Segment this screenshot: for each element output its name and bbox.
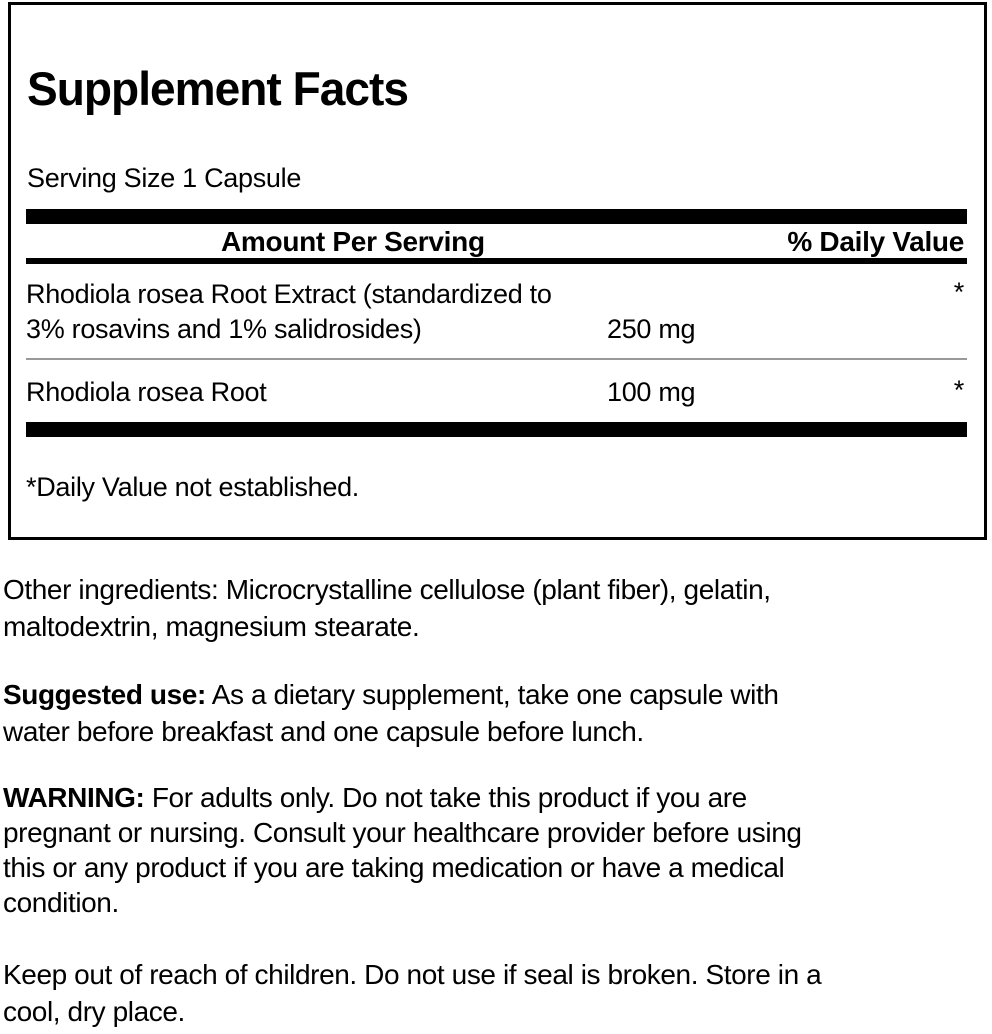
ingredient-amount: 250 mg (607, 314, 696, 344)
other-ingredients-section (3, 571, 989, 645)
storage-section (3, 956, 989, 1030)
suggested-use-text: As a dietary supplement, take one capsule with (211, 679, 779, 710)
ingredient-daily-value: * (953, 277, 964, 307)
ingredient-name-line1: Rhodiola rosea Root (26, 377, 267, 407)
warning-line (3, 780, 989, 815)
warning-text: For adults only. Do not take this product if you are (151, 782, 747, 813)
row-divider (26, 358, 967, 360)
panel-title: Supplement Facts (27, 62, 409, 115)
column-header-daily-value: % Daily Value (787, 226, 964, 257)
ingredient-name-line2: 3% rosavins and 1% salidrosides) (26, 314, 422, 344)
warning-label: WARNING: (3, 782, 145, 813)
supplement-facts-panel (8, 2, 987, 540)
warning-line: condition. (3, 887, 119, 918)
thick-separator-bar-top (26, 209, 967, 224)
daily-value-footnote: *Daily Value not established. (26, 472, 360, 502)
suggested-use-label: Suggested use: (3, 679, 206, 710)
other-ingredients-line: maltodextrin, magnesium stearate. (3, 611, 420, 642)
other-ingredients-line: Other ingredients: Microcrystalline cellulose (plant fiber), gelatin, (3, 574, 771, 605)
storage-line: Keep out of reach of children. Do not use if seal is broken. Store in a (3, 959, 822, 990)
suggested-use-line: water before breakfast and one capsule before lunch. (3, 716, 644, 747)
storage-line: cool, dry place. (3, 996, 185, 1027)
ingredient-amount: 100 mg (607, 377, 696, 407)
suggested-use-section (3, 676, 989, 750)
thick-separator-bar-bottom (26, 422, 967, 437)
warning-section (3, 780, 989, 920)
ingredient-name-line1: Rhodiola rosea Root Extract (standardized to (26, 279, 552, 309)
thin-separator-bar-header (26, 258, 967, 264)
suggested-use-line (3, 676, 989, 713)
ingredient-daily-value: * (953, 375, 964, 405)
serving-size: Serving Size 1 Capsule (27, 163, 302, 193)
column-header-amount: Amount Per Serving (221, 226, 485, 257)
warning-line: pregnant or nursing. Consult your healthcare provider before using (3, 817, 802, 848)
warning-line: this or any product if you are taking medication or have a medical (3, 852, 785, 883)
